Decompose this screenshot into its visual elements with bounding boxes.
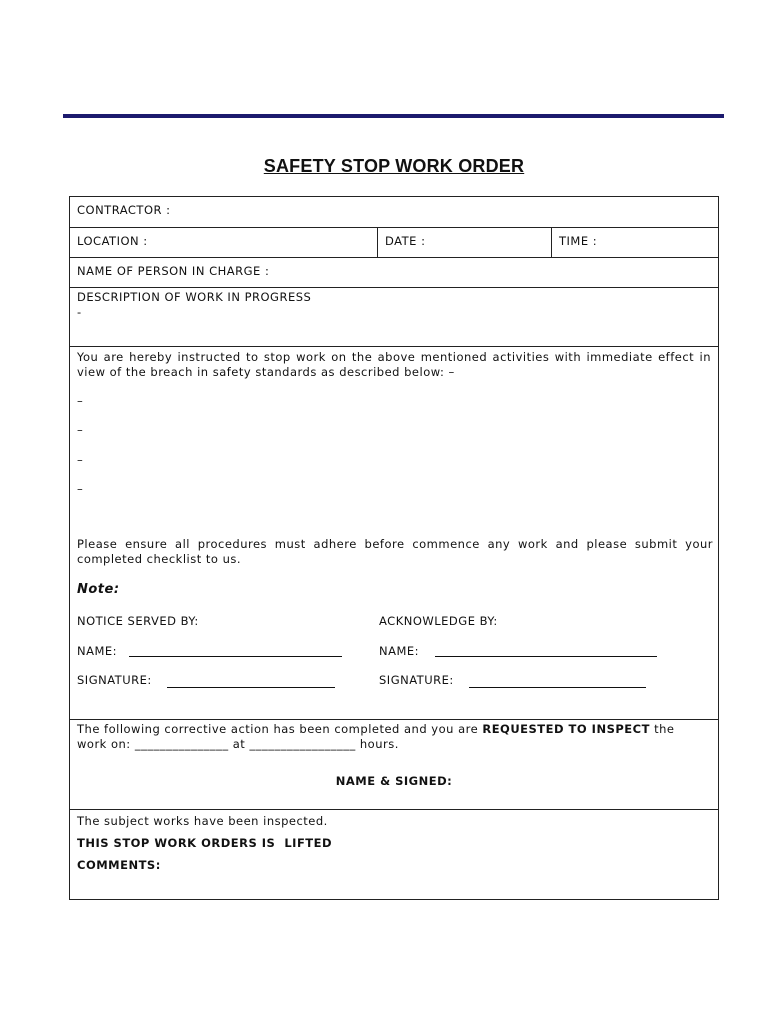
location-label: LOCATION : — [77, 234, 148, 248]
description-label: DESCRIPTION OF WORK IN PROGRESS — [77, 290, 312, 304]
served-signature-line[interactable] — [167, 687, 335, 688]
ack-signature-line[interactable] — [469, 687, 646, 688]
ack-name-line[interactable] — [435, 656, 657, 657]
breach-item[interactable]: – — [77, 482, 83, 496]
served-signature-label: SIGNATURE: — [77, 673, 152, 687]
form-title: SAFETY STOP WORK ORDER — [263, 156, 525, 176]
contractor-label: CONTRACTOR : — [77, 203, 171, 217]
work-on-label: work on: — [77, 737, 135, 751]
name-signed-label: NAME & SIGNED: — [335, 774, 453, 788]
ack-signature-label: SIGNATURE: — [379, 673, 454, 687]
location-cell[interactable] — [70, 228, 378, 257]
order-lifted-section — [70, 810, 718, 899]
description-dash: - — [77, 305, 82, 319]
contractor-row[interactable] — [70, 197, 718, 228]
inspection-text-a: The following corrective action has been completed and you are — [77, 722, 483, 736]
inspection-date-blank[interactable]: _______________ — [134, 737, 229, 751]
breach-item[interactable]: – — [77, 453, 83, 467]
inspection-text-b: the — [649, 722, 675, 736]
location-date-time-row — [70, 228, 718, 258]
description-row[interactable] — [70, 288, 718, 347]
time-cell[interactable] — [552, 228, 718, 257]
stop-work-form — [69, 196, 719, 900]
note-label: Note: — [77, 582, 120, 597]
person-in-charge-label: NAME OF PERSON IN CHARGE : — [77, 264, 270, 278]
requested-to-inspect: REQUESTED TO INSPECT — [482, 722, 650, 736]
inspection-date-line — [77, 737, 711, 752]
acknowledge-by-label: ACKNOWLEDGE BY: — [379, 614, 498, 628]
inspection-request-section — [70, 720, 718, 810]
hours-label: hours. — [355, 737, 399, 751]
ack-name-label: NAME: — [379, 644, 420, 658]
breach-item[interactable]: – — [77, 394, 83, 408]
instruction-text: You are hereby instructed to stop work on the above mentioned activities with immediate effect in view of the breach in safety standards as described below: – — [77, 350, 711, 379]
inspection-time-blank[interactable]: _________________ — [249, 737, 356, 751]
inspected-text: The subject works have been inspected. — [77, 814, 328, 828]
served-name-label: NAME: — [77, 644, 118, 658]
time-label: TIME : — [559, 234, 598, 248]
header-rule — [63, 114, 724, 118]
date-cell[interactable] — [378, 228, 552, 257]
at-label: at — [228, 737, 250, 751]
person-in-charge-row[interactable] — [70, 258, 718, 288]
inspection-text — [77, 722, 711, 737]
ensure-text: Please ensure all procedures must adhere before commence any work and please submit your completed checklist to us. — [77, 537, 713, 566]
served-name-line[interactable] — [129, 656, 342, 657]
date-label: DATE : — [385, 234, 426, 248]
comments-label: COMMENTS: — [77, 858, 161, 872]
notice-served-by-label: NOTICE SERVED BY: — [77, 614, 199, 628]
instruction-section — [70, 347, 718, 720]
order-lifted-text: THIS STOP WORK ORDERS IS LIFTED — [77, 836, 333, 850]
breach-item[interactable]: – — [77, 423, 83, 437]
